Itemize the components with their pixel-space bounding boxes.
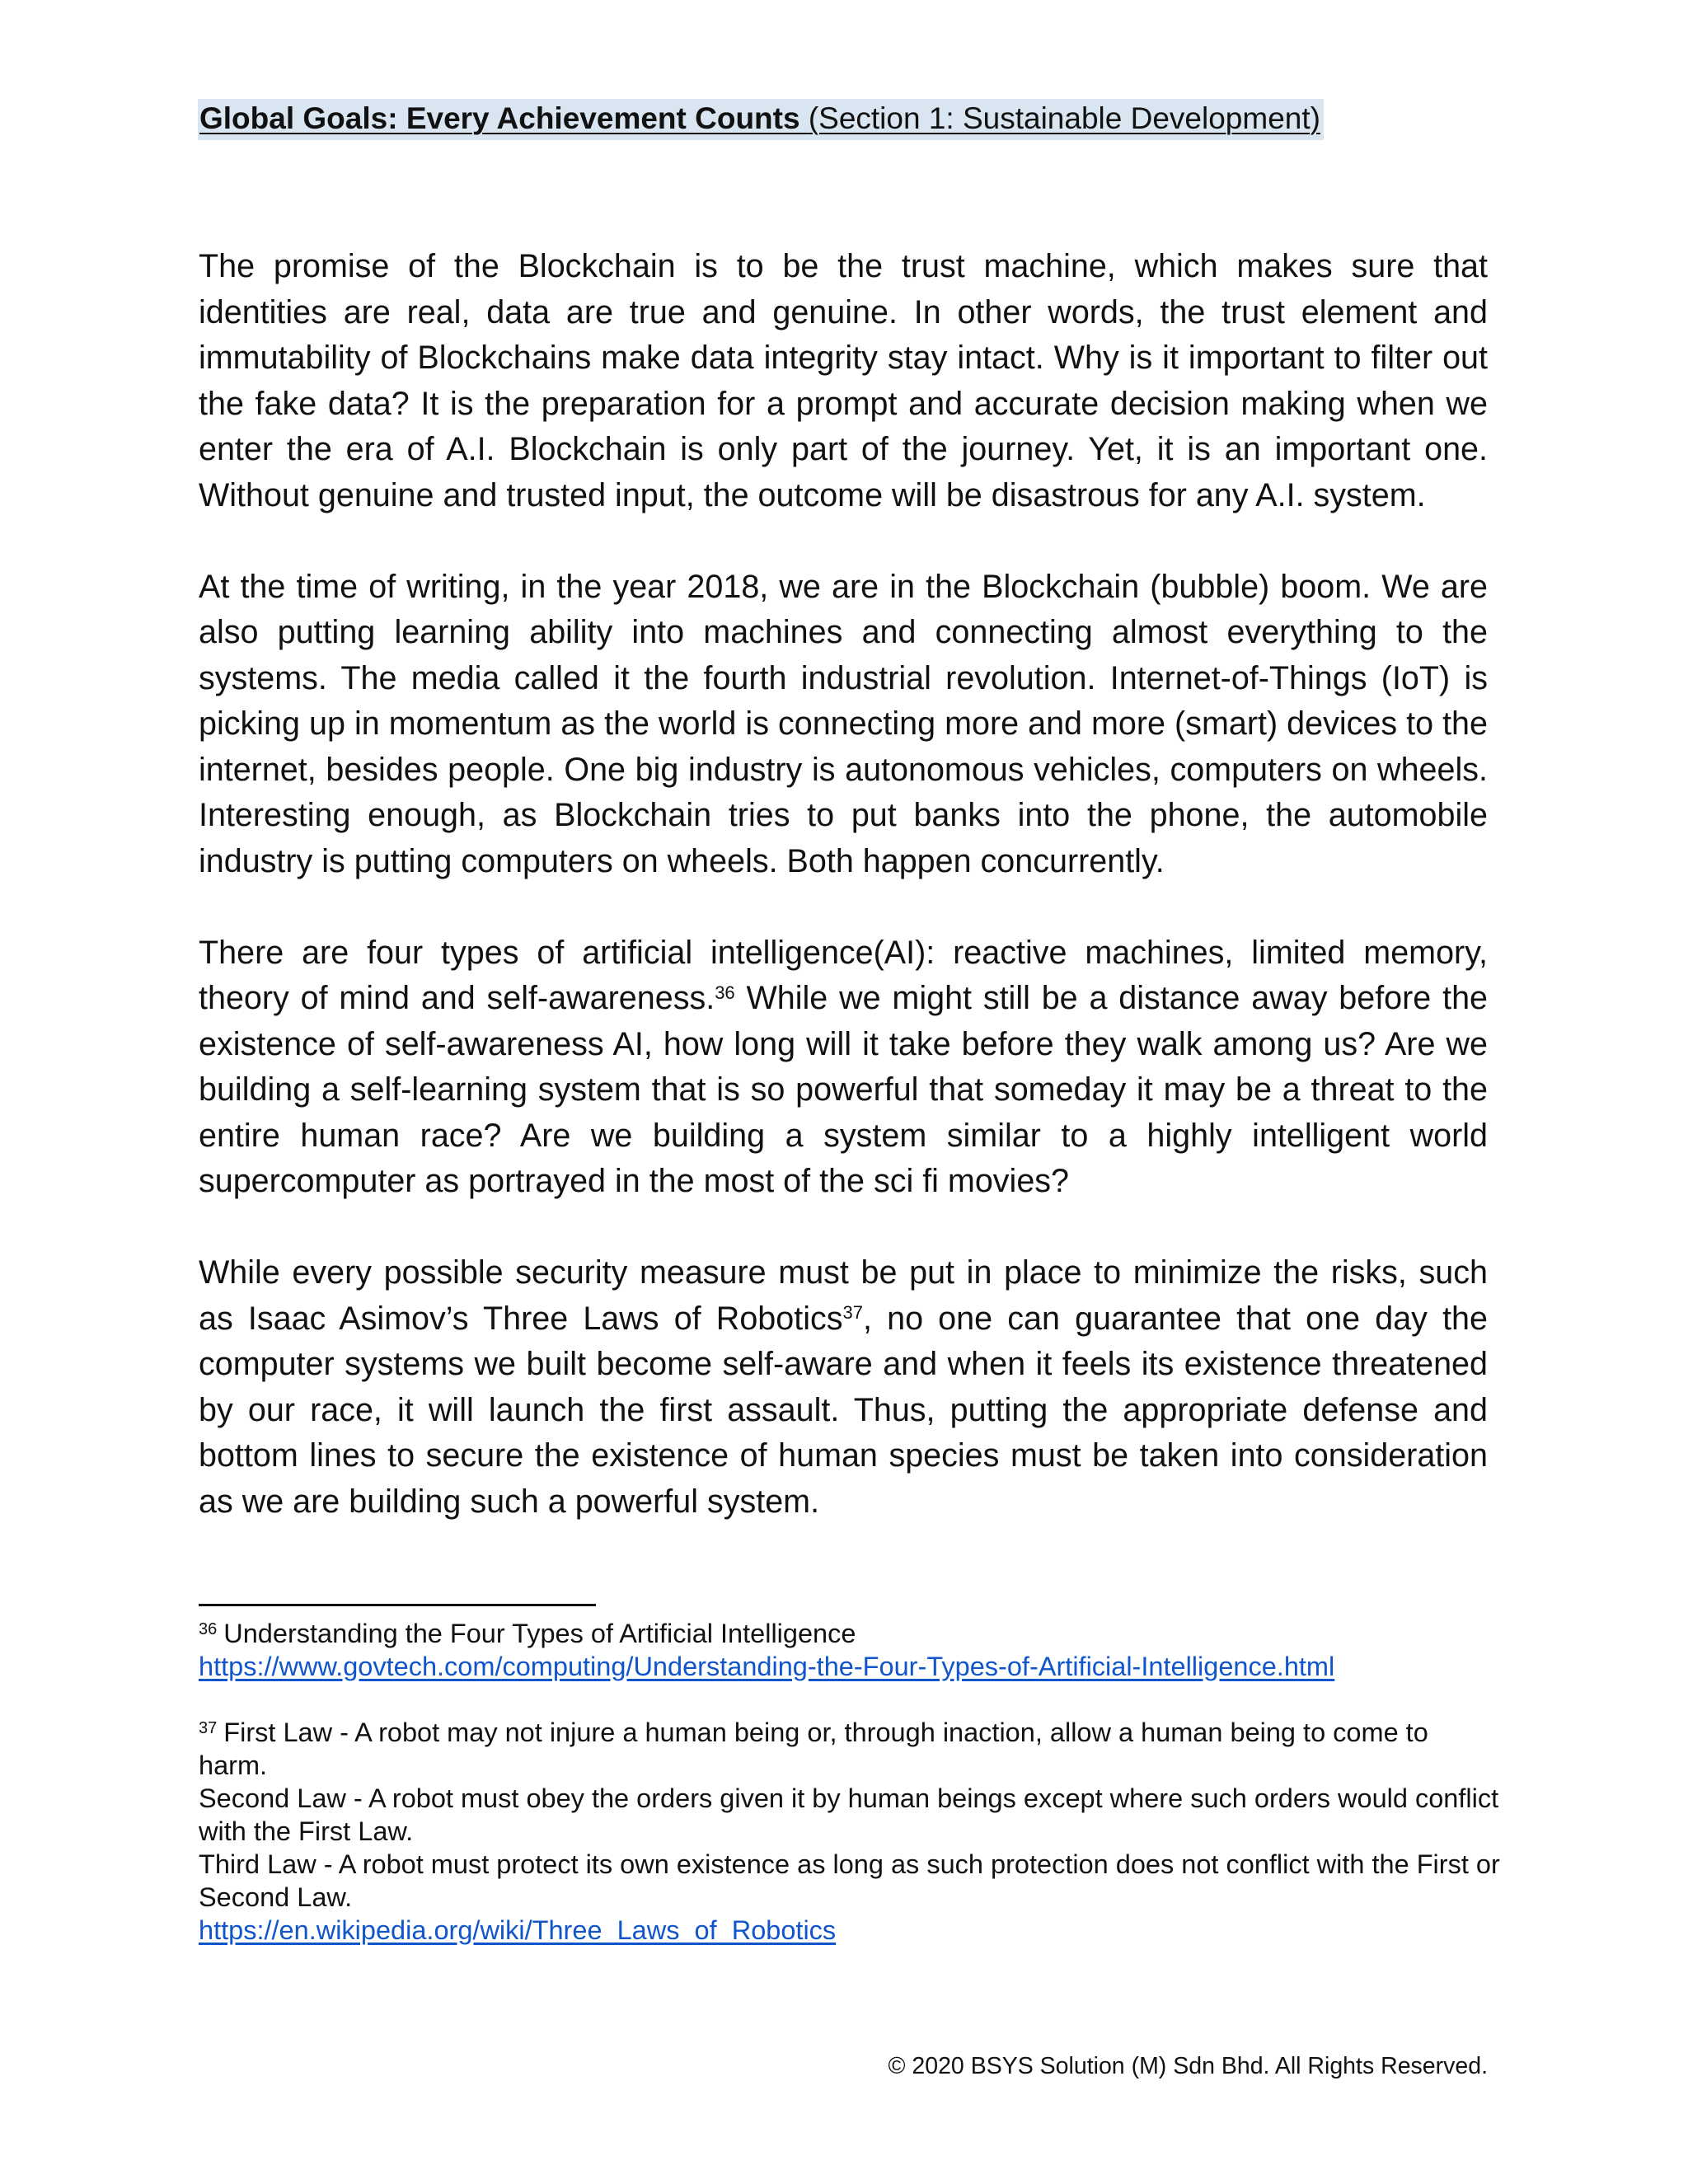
paragraph-1: The promise of the Blockchain is to be the trust machine, which makes sure that identities are real, data are true and genuine. In other words, the trust element and immutability of Blockchains make data integrity stay intact. Why is it important to filter out the fake data? It is the preparation for a prompt and accurate decision making when we enter the era of A.I. Blockchain is only part of the journey. Yet, it is an important one. Without genuine and trusted input, the outcome will be disastrous for any A.I. system. [199, 248, 1488, 513]
paragraph-3-text-b: While we might still be a distance away before the existence of self-awareness AI, how long will it take before they walk among us? Are we building a self-learning system that is so powerful that someday it may be a threat to the entire human race? Are we building a system similar to a highly intelligent world supercomputer as portrayed in the most of the sci fi movies? [199, 980, 1489, 1199]
footnote-37-law-2: Second Law - A robot must obey the orders given it by human beings except where such orders would conflict with the First Law. [199, 1783, 1499, 1846]
page-header [198, 99, 1324, 140]
footnote-36-link[interactable]: https://www.govtech.com/computing/Understanding-the-Four-Types-of-Artificial-Intelligence.html [199, 1652, 1335, 1681]
paragraph-4-text-b: , no one can guarantee that one day the computer systems we built become self-aware and when it feels its existence threatened by our race, it will launch the first assault. Thus, putting the appropriate defense and bottom lines to secure the existence of human species must be taken into consideration as we are building such a powerful system. [199, 1300, 1488, 1520]
footnote-37-link[interactable]: https://en.wikipedia.org/wiki/Three_Laws_of_Robotics [199, 1915, 837, 1945]
footnote-37-law-1 [199, 1716, 1501, 1782]
header-section: (Section 1: Sustainable Development) [808, 101, 1320, 135]
footnote-36-number: 36 [199, 1620, 218, 1639]
footnote-spacer [199, 1683, 1501, 1716]
footnote-36 [199, 1617, 1501, 1650]
header-title: Global Goals: Every Achievement Counts [199, 101, 800, 135]
footnote-36-text: Understanding the Four Types of Artificial Intelligence [223, 1619, 856, 1648]
paragraph-2: At the time of writing, in the year 2018, we are in the Blockchain (bubble) boom. We are also putting learning ability into machines and connecting almost everything to the systems. The media called it the fourth industrial revolution. Internet-of-Things (IoT) is picking up in momentum as the world is connecting more and more (smart) devices to the internet, besides people. One big industry is autonomous vehicles, computers on wheels. Interesting enough, as Blockchain tries to put banks into the phone, the automobile industry is putting computers on wheels. Both happen concurrently. [199, 568, 1488, 879]
footnote-divider [199, 1604, 596, 1606]
footnotes [199, 1617, 1501, 1947]
paragraph-4-text-a: While every possible security measure must be put in place to minimize the risks, such as Isaac Asimov’s Three Laws of Robotics [199, 1254, 1488, 1337]
paragraph-4 [199, 1250, 1488, 1525]
footnote-37-link-line [199, 1914, 1501, 1947]
copyright-notice: © 2020 BSYS Solution (M) Sdn Bhd. All Rights Reserved. [888, 2053, 1488, 2079]
body-text [199, 244, 1488, 1571]
footnote-37-law-1-text: First Law - A robot may not injure a human being or, through inaction, allow a human being to come to harm. [199, 1718, 1428, 1780]
paragraph-3-text-a: There are four types of artificial intelligence(AI): reactive machines, limited memory, theory of mind and self-awareness. [199, 934, 1488, 1016]
paragraph-3 [199, 930, 1488, 1205]
footnote-ref-36[interactable]: 36 [715, 982, 735, 1003]
footnote-37-law-3: Third Law - A robot must protect its own existence as long as such protection does not conflict with the First or Second Law. [199, 1849, 1500, 1912]
footnote-37-number: 37 [199, 1719, 218, 1738]
footnote-36-link-line [199, 1650, 1501, 1683]
footnote-ref-37[interactable]: 37 [842, 1302, 863, 1324]
